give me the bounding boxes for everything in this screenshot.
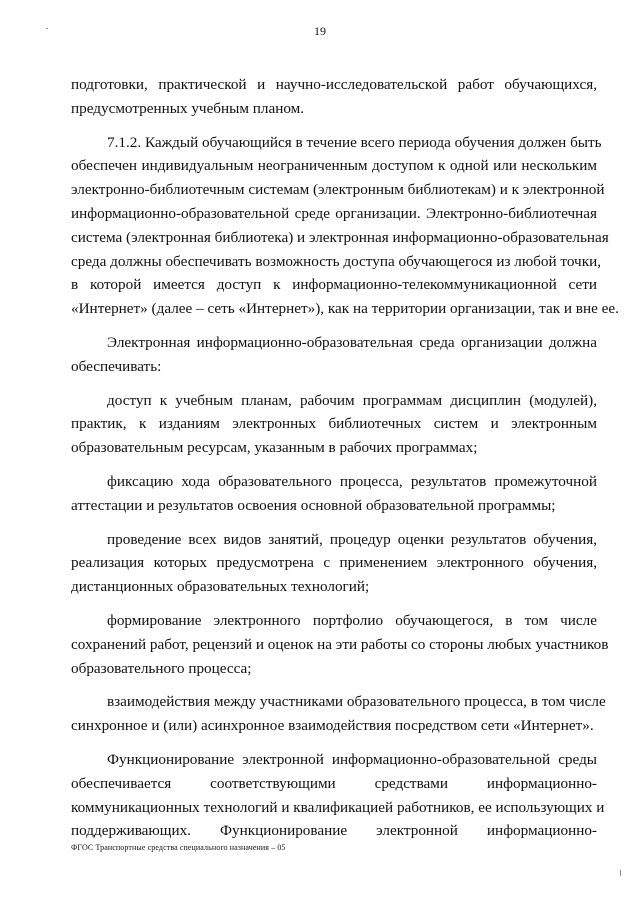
text-line: информационно-образовательной среде организации. Электронно-библиотечная xyxy=(71,204,597,222)
text-line: среда должны обеспечивать возможность доступа обучающегося из любой точки, xyxy=(71,252,601,270)
text-line: реализация которых предусмотрена с применением электронного обучения, xyxy=(71,554,597,572)
text-line: практик, к изданиям электронных библиотечных систем и электронным xyxy=(71,415,597,433)
text-line: обеспечивается соответствующими средствами информационно- xyxy=(71,774,597,792)
text-line: дистанционных образовательных технологий; xyxy=(71,578,370,596)
text-line: Электронная информационно-образовательная среда организации должна xyxy=(107,333,597,351)
paragraph xyxy=(71,609,609,680)
text-line: обеспечен индивидуальным неограниченным доступом к одной или нескольким xyxy=(71,157,597,175)
paragraph xyxy=(71,73,597,121)
scan-artifact xyxy=(46,28,48,29)
text-line: электронно-библиотечным системам (электронным библиотекам) и к электронной xyxy=(71,181,605,199)
text-line: фиксацию хода образовательного процесса, результатов промежуточной xyxy=(107,472,597,490)
text-line: предусмотренных учебным планом. xyxy=(71,99,305,117)
text-line: аттестации и результатов освоения основной образовательной программы; xyxy=(71,496,556,514)
text-line: синхронное и (или) асинхронное взаимодействия посредством сети «Интернет». xyxy=(71,717,594,735)
scan-artifact xyxy=(620,870,621,876)
text-line: система (электронная библиотека) и электронная информационно-образовательная xyxy=(71,228,609,246)
page-number: 19 xyxy=(314,24,326,38)
paragraph xyxy=(71,470,597,518)
text-line: доступ к учебным планам, рабочим программам дисциплин (модулей), xyxy=(107,391,597,409)
paragraph xyxy=(71,331,597,379)
page-footer: ФГОС Транспортные средства специального назначения – 05 xyxy=(71,843,286,852)
paragraph xyxy=(71,690,606,738)
text-line: взаимодействия между участниками образовательного процесса, в том числе xyxy=(107,693,606,711)
paragraph xyxy=(71,748,605,843)
text-line: обеспечивать: xyxy=(71,357,162,375)
paragraph xyxy=(71,131,619,321)
paragraph xyxy=(71,528,597,599)
document-body xyxy=(71,73,619,853)
text-line: образовательного процесса; xyxy=(71,659,252,677)
text-line: 7.1.2. Каждый обучающийся в течение всего периода обучения должен быть xyxy=(107,133,602,151)
text-line: сохранений работ, рецензий и оценок на эти работы со стороны любых участников xyxy=(71,635,609,653)
text-line: «Интернет» (далее – сеть «Интернет»), как на территории организации, так и вне ее. xyxy=(71,300,619,318)
text-line: формирование электронного портфолио обучающегося, в том числе xyxy=(107,611,597,629)
text-line: поддерживающих. Функционирование электронной информационно- xyxy=(71,822,597,840)
text-line: подготовки, практической и научно-исследовательской работ обучающихся, xyxy=(71,76,597,93)
text-line: образовательным ресурсам, указанным в рабочих программах; xyxy=(71,439,478,457)
text-line: Функционирование электронной информационно-образовательной среды xyxy=(107,750,597,768)
text-line: проведение всех видов занятий, процедур оценки результатов обучения, xyxy=(107,530,597,548)
text-line: в которой имеется доступ к информационно-телекоммуникационной сети xyxy=(71,276,597,294)
text-line: коммуникационных технологий и квалификацией работников, ее использующих и xyxy=(71,798,605,816)
paragraph xyxy=(71,389,597,460)
